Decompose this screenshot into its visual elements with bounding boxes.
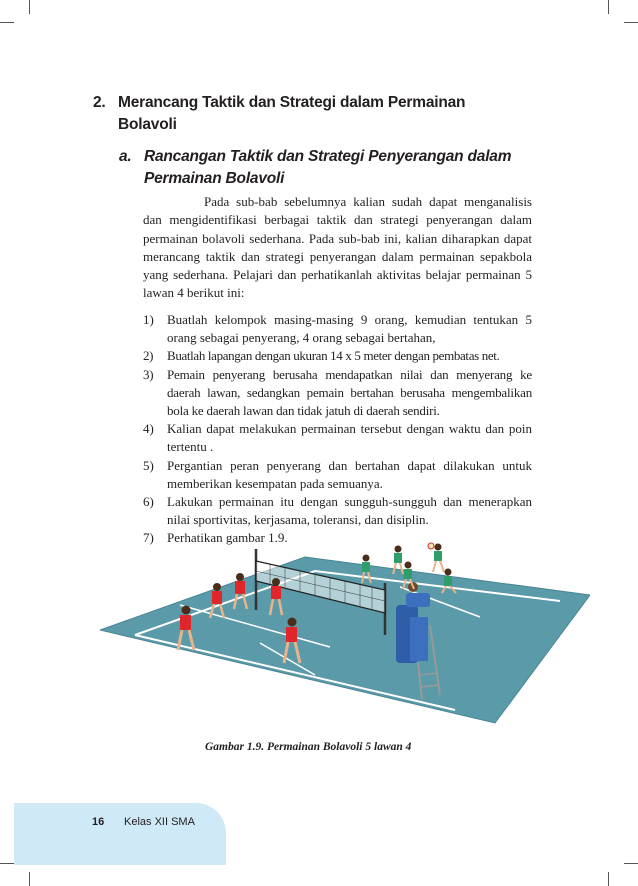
activity-list	[143, 311, 532, 548]
subsection-title: Rancangan Taktik dan Strategi Penyerangan dalam Permainan Bolavoli	[144, 148, 512, 187]
footer-band	[14, 803, 226, 865]
crop-mark	[608, 0, 609, 14]
subsection-number: a.	[119, 148, 132, 165]
crop-mark	[624, 863, 638, 864]
crop-mark	[608, 872, 609, 886]
section-title: Merancang Taktik dan Strategi dalam Permainan Bolavoli	[118, 94, 466, 133]
list-text: Lakukan permainan itu dengan sungguh-sungguh dan menerapkan nilai sportivitas, kerjasama, toleransi, dan disiplin.	[167, 494, 532, 528]
list-number: 4)	[143, 421, 154, 437]
section-number: 2.	[93, 94, 106, 111]
footer-book-title: Kelas XII SMA	[124, 816, 195, 828]
intro-paragraph: Pada sub-bab sebelumnya kalian sudah dapat menganalisis dan mengidentifikasi berbagai taktik dan strategi penyerangan dalam permainan bolavoli sederhana. Pada sub-bab ini, kalian diharapkan dapat merancang taktik dan strategi penyerangan dalam permainan sepakbola yang sederhana. Pelajari dan perhatikanlah aktivitas belajar permainan 5 lawan 4 berikut ini:	[143, 194, 532, 301]
list-item	[143, 493, 532, 529]
list-number: 5)	[143, 457, 154, 473]
list-text: Buatlah kelompok masing-masing 9 orang, kemudian tentukan 5 orang sebagai penyerang, 4 orang sebagai bertahan,	[167, 312, 532, 346]
list-number: 6)	[143, 494, 154, 510]
list-number: 3)	[143, 366, 154, 382]
list-text: Perhatikan gambar 1.9.	[167, 530, 288, 546]
list-text: Pemain penyerang berusaha mendapatkan nilai dan menyerang ke daerah lawan, sedangkan pemain bertahan berusaha mengembalikan bola ke daerah lawan dan tidak jatuh di daerah sendiri.	[167, 366, 532, 419]
crop-mark	[624, 22, 638, 23]
list-text: Buatlah lapangan dengan ukuran 14 x 5 meter dengan pembatas net.	[167, 348, 500, 364]
volleyball-ball	[428, 543, 434, 549]
list-item	[143, 311, 532, 347]
crop-mark	[29, 0, 30, 14]
volleyball-court-illustration	[100, 535, 590, 735]
list-item	[143, 457, 532, 493]
list-number: 7)	[143, 530, 154, 546]
crop-mark	[0, 22, 14, 23]
crop-mark	[29, 872, 30, 886]
list-text: Pergantian peran penyerang dan bertahan dapat dilakukan untuk memberikan kesempatan pada semuanya.	[167, 457, 532, 491]
list-text: Kalian dapat melakukan permainan tersebut dengan waktu dan poin tertentu .	[167, 421, 532, 455]
list-number: 2)	[143, 348, 154, 364]
list-item	[143, 347, 532, 365]
figure-caption: Gambar 1.9. Permainan Bolavoli 5 lawan 4	[205, 741, 412, 753]
list-item	[143, 420, 532, 456]
green-player	[433, 544, 444, 573]
crop-mark	[0, 863, 14, 864]
page-number: 16	[92, 816, 105, 828]
list-item	[143, 366, 532, 421]
list-number: 1)	[143, 312, 154, 327]
